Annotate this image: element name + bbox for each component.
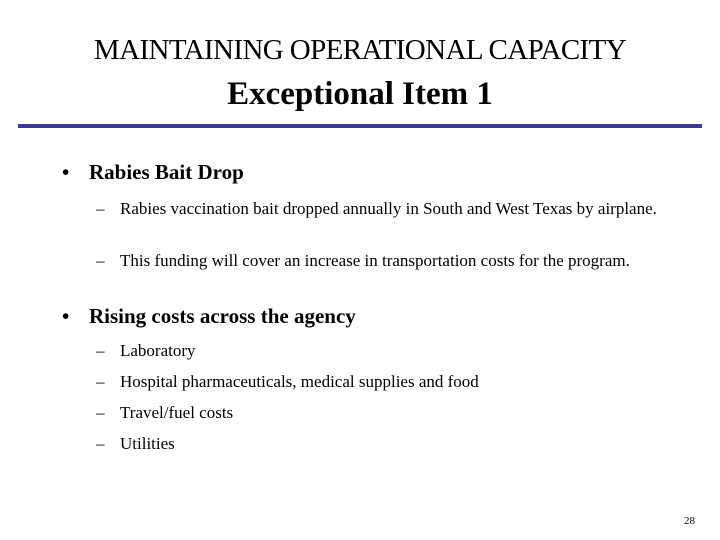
sub-item-text: Travel/fuel costs — [120, 403, 234, 422]
sub-item — [96, 198, 676, 219]
sub-item-text: This funding will cover an increase in transportation costs for the program. — [120, 251, 630, 270]
sub-item — [96, 371, 676, 392]
sub-item-text: Laboratory — [120, 341, 196, 360]
dash-icon: – — [96, 403, 105, 422]
bullet-rabies-bait-drop — [62, 160, 244, 185]
slide-subtitle: Exceptional Item 1 — [227, 76, 493, 112]
sub-item-text: Utilities — [120, 434, 175, 453]
sub-item — [96, 402, 676, 423]
dash-icon: – — [96, 199, 105, 218]
dash-icon: – — [96, 434, 105, 453]
sub-item — [96, 340, 676, 361]
page-number: 28 — [684, 515, 695, 527]
bullet-label: Rising costs across the agency — [89, 304, 356, 328]
bullet-rising-costs — [62, 304, 356, 329]
dash-icon: – — [96, 372, 105, 391]
sub-item-text: Hospital pharmaceuticals, medical supplies and food — [120, 372, 479, 391]
dash-icon: – — [96, 341, 105, 360]
sub-item — [96, 433, 676, 454]
slide-title: MAINTAINING OPERATIONAL CAPACITY — [93, 34, 627, 66]
bullet-label: Rabies Bait Drop — [89, 160, 244, 184]
bullet-dot-icon: • — [62, 304, 70, 328]
dash-icon: – — [96, 251, 105, 270]
bullet-dot-icon: • — [62, 160, 70, 184]
sub-item-text: Rabies vaccination bait dropped annually in South and West Texas by airplane. — [120, 199, 657, 218]
title-divider — [18, 124, 702, 128]
sub-item — [96, 250, 676, 271]
